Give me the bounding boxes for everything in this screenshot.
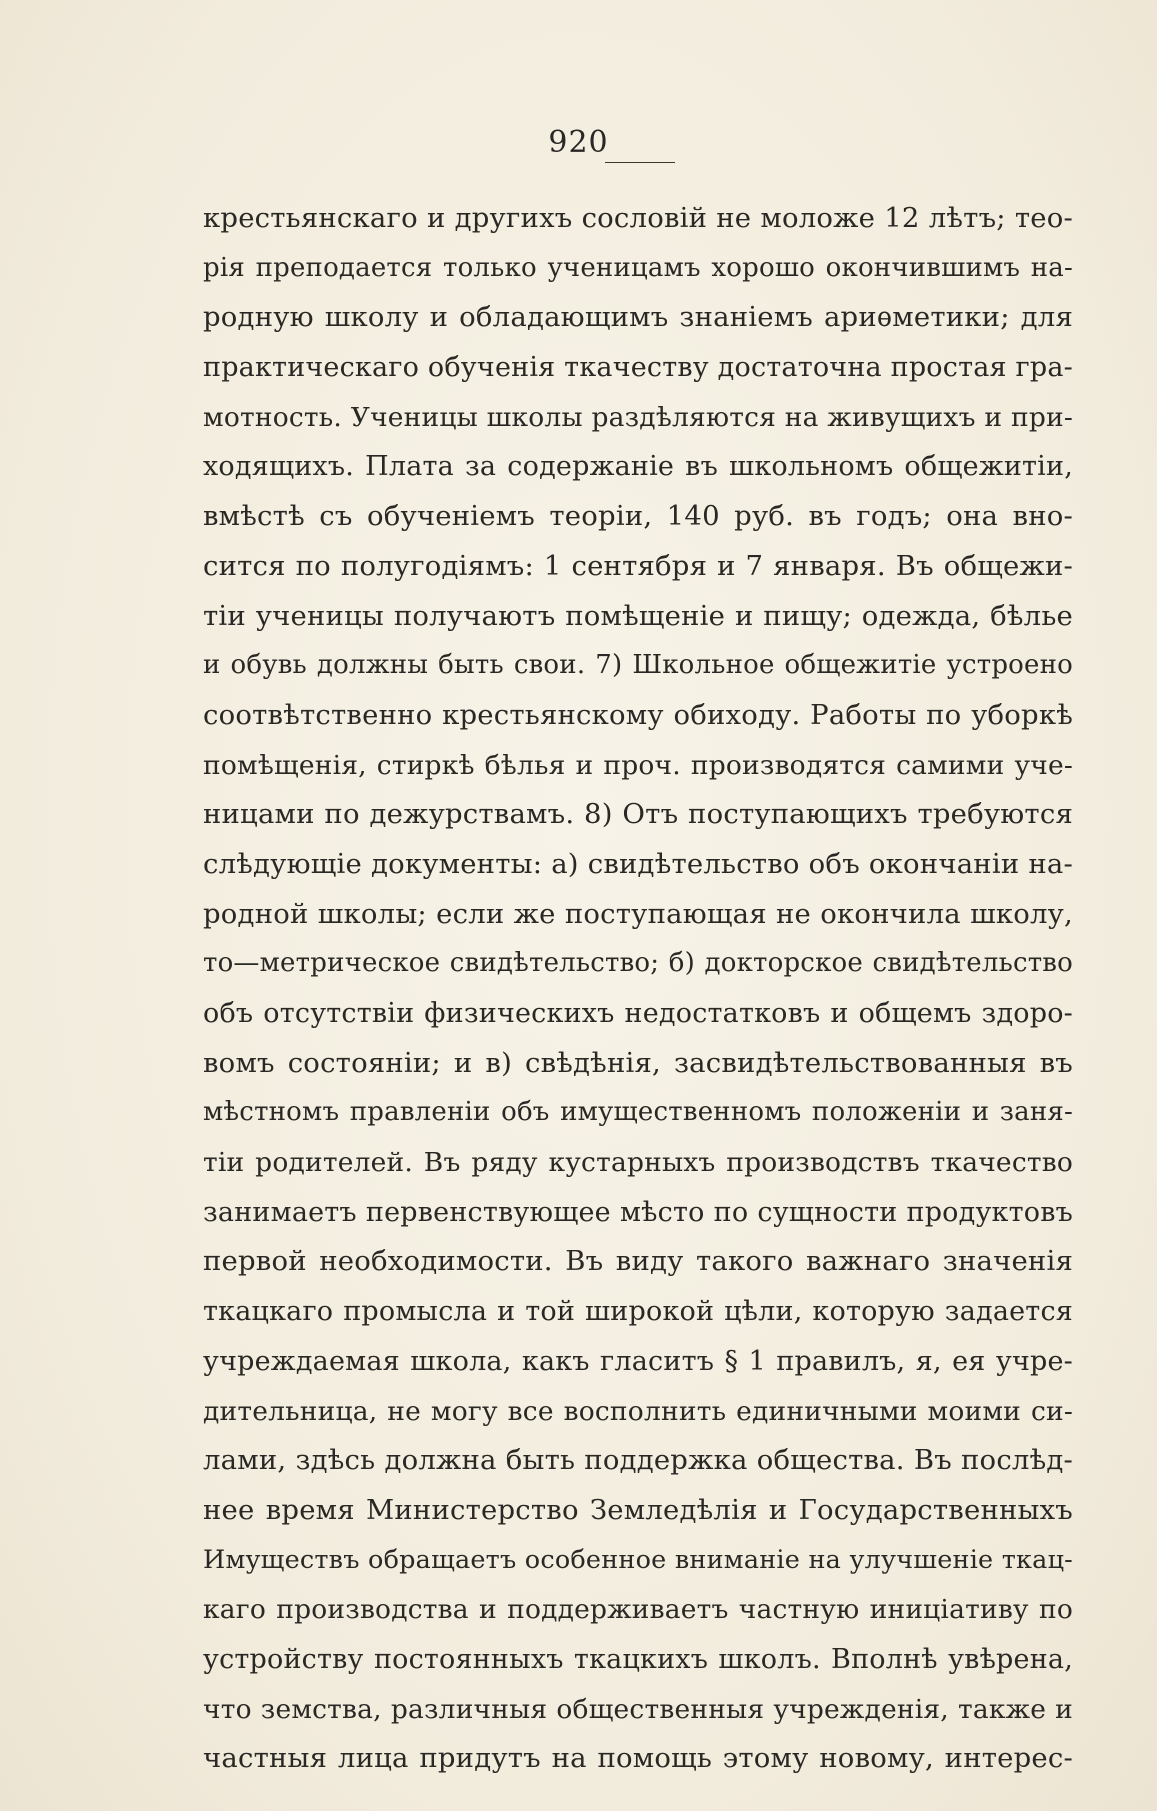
text-line: дительница, не могу все восполнить единичными моими си- — [203, 1395, 1073, 1427]
page-number-rule — [605, 162, 675, 163]
text-line: тіи ученицы получаютъ помѣщеніе и пищу; одежда, бѣлье — [203, 599, 1073, 632]
text-line: слѣдующіе документы: а) свидѣтельство объ окончаніи на- — [203, 847, 1073, 880]
text-line: тіи родителей. Въ ряду кустарныхъ производствъ ткачество — [203, 1147, 1073, 1179]
text-line: частныя лица придутъ на помощь этому новому, интерес- — [203, 1742, 1073, 1775]
text-line: и обувь должны быть свои. 7) Школьное общежитіе устроено — [203, 650, 1073, 681]
text-line: практическаго обученія ткачеству достаточна простая гра- — [203, 352, 1073, 384]
text-line: крестьянскаго и другихъ сословій не моложе 12 лѣтъ; тео- — [203, 202, 1073, 234]
text-line: родной школы; если же поступающая не окончила школу, — [203, 897, 1073, 930]
text-line: ходящихъ. Плата за содержаніе въ школьномъ общежитіи, — [203, 451, 1073, 483]
text-line: лами, здѣсь должна быть поддержка общества. Въ послѣд- — [203, 1444, 1073, 1477]
text-line: мѣстномъ правленіи объ имущественномъ положеніи и заня- — [203, 1097, 1073, 1128]
page-number: 920 — [548, 125, 609, 160]
text-line: то—метрическое свидѣтельство; б) докторское свидѣтельство — [203, 948, 1073, 979]
text-line: рія преподается только ученицамъ хорошо окончившимъ на- — [203, 252, 1073, 283]
text-line: Имуществъ обращаетъ особенное вниманіе на улучшеніе ткац- — [203, 1544, 1073, 1575]
text-line: ткацкаго промысла и той широкой цѣли, которую задается — [203, 1296, 1073, 1328]
text-line: ницами по дежурствамъ. 8) Отъ поступающихъ требуются — [203, 798, 1073, 831]
text-line: вомъ состояніи; и в) свѣдѣнія, засвидѣтельствованныя въ — [203, 1046, 1073, 1079]
text-line: что земства, различныя общественныя учрежденія, также и — [203, 1693, 1073, 1725]
text-line: учреждаемая школа, какъ гласитъ § 1 правилъ, я, ея учре- — [203, 1345, 1073, 1377]
text-line: устройству постоянныхъ ткацкихъ школъ. Вполнѣ увѣрена, — [203, 1643, 1073, 1675]
text-line: объ отсутствіи физическихъ недостатковъ и общемъ здоро- — [203, 998, 1073, 1029]
text-line: вмѣстѣ съ обученіемъ теоріи, 140 руб. въ годъ; она вно- — [203, 500, 1073, 533]
text-line: каго производства и поддерживаетъ частную иниціативу по — [203, 1594, 1073, 1626]
text-line: сится по полугодіямъ: 1 сентября и 7 января. Въ общежи- — [203, 549, 1073, 582]
text-line: мотность. Ученицы школы раздѣляются на живущихъ и при- — [203, 401, 1073, 433]
text-line: нее время Министерство Земледѣлія и Государственныхъ — [203, 1493, 1073, 1526]
text-line: первой необходимости. Въ виду такого важнаго значенія — [203, 1245, 1073, 1278]
text-line: соотвѣтственно крестьянскому обиходу. Работы по уборкѣ — [203, 698, 1073, 731]
body-text — [203, 194, 1073, 1784]
text-line: занимаетъ первенствующее мѣсто по сущности продуктовъ — [203, 1196, 1073, 1228]
text-line: помѣщенія, стиркѣ бѣлья и проч. производятся самими уче- — [203, 749, 1073, 781]
text-line: родную школу и обладающимъ знаніемъ ариѳметики; для — [203, 301, 1073, 334]
